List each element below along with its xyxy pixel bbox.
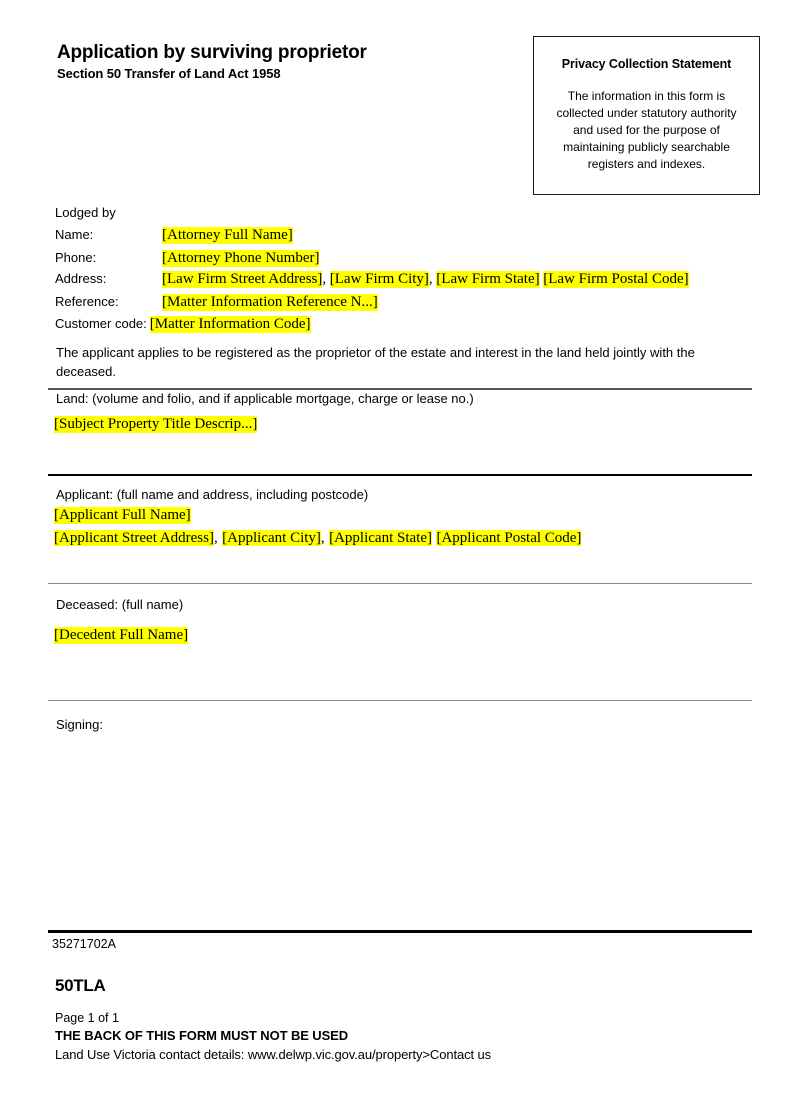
subject-property-title-value[interactable]: [Subject Property Title Descrip...]	[54, 416, 258, 432]
rule-above-footer	[48, 930, 752, 933]
decedent-full-name-value[interactable]: [Decedent Full Name]	[54, 627, 189, 643]
attorney-phone-number-value[interactable]: [Attorney Phone Number]	[162, 250, 320, 266]
document-number: 35271702A	[52, 937, 116, 951]
applicant-postal-code-value[interactable]: [Applicant Postal Code]	[436, 530, 582, 546]
phone-label: Phone:	[55, 250, 97, 265]
deceased-heading: Deceased: (full name)	[56, 597, 184, 612]
form-code: 50TLA	[55, 976, 106, 995]
address-label: Address:	[55, 271, 107, 286]
rule-above-deceased	[48, 583, 752, 584]
contact-details: Land Use Victoria contact details: www.delwp.vic.gov.au/property>Contact us	[55, 1047, 492, 1062]
rule-above-land	[48, 388, 752, 390]
law-firm-state-value[interactable]: [Law Firm State]	[436, 271, 540, 287]
law-firm-city-value[interactable]: [Law Firm City]	[329, 271, 429, 287]
field-row-name	[55, 227, 293, 244]
applicant-heading: Applicant: (full name and address, including postcode)	[56, 487, 369, 502]
rule-above-applicant	[48, 474, 752, 476]
applicant-street-address-value[interactable]: [Applicant Street Address]	[54, 530, 214, 546]
page-title: Application by surviving proprietor	[57, 42, 367, 63]
reference-label: Reference:	[55, 294, 119, 309]
applicant-address-row	[54, 529, 581, 547]
privacy-statement-heading: Privacy Collection Statement	[561, 57, 732, 71]
field-row-address	[55, 271, 689, 288]
page-subtitle: Section 50 Transfer of Land Act 1958	[57, 66, 281, 81]
page-indicator: Page 1 of 1	[55, 1011, 119, 1025]
signing-heading: Signing:	[56, 717, 103, 732]
address-separator-1: ,	[322, 271, 327, 287]
land-heading: Land: (volume and folio, and if applicable mortgage, charge or lease no.)	[56, 391, 474, 406]
law-firm-postal-code-value[interactable]: [Law Firm Postal Code]	[543, 271, 689, 287]
field-row-customer-code	[55, 316, 311, 333]
applicant-separator-2: ,	[320, 530, 325, 546]
matter-information-code-value[interactable]: [Matter Information Code]	[149, 316, 311, 332]
back-of-form-warning: THE BACK OF THIS FORM MUST NOT BE USED	[55, 1028, 349, 1043]
customer-code-label: Customer code:	[55, 316, 147, 331]
law-firm-street-address-value[interactable]: [Law Firm Street Address]	[162, 271, 323, 287]
privacy-collection-statement-box	[533, 36, 760, 195]
rule-above-signing	[48, 700, 752, 701]
matter-reference-value[interactable]: [Matter Information Reference N...]	[162, 294, 378, 310]
lodged-by-heading: Lodged by	[55, 205, 116, 220]
applicant-full-name-value[interactable]: [Applicant Full Name]	[54, 507, 191, 523]
applicant-city-value[interactable]: [Applicant City]	[222, 530, 321, 546]
name-label: Name:	[55, 227, 94, 242]
address-separator-2: ,	[428, 271, 433, 287]
field-row-reference	[55, 294, 378, 311]
applicant-state-value[interactable]: [Applicant State]	[329, 530, 432, 546]
field-row-phone	[55, 250, 319, 267]
attorney-full-name-value[interactable]: [Attorney Full Name]	[162, 227, 293, 243]
applicant-separator-1: ,	[213, 530, 218, 546]
privacy-statement-body: The information in this form is collected under statutory authority and used for the purpose of maintaining publicly searchable registers and indexes.	[556, 89, 737, 171]
applicant-statement: The applicant applies to be registered as the proprietor of the estate and interest in the land held jointly with the deceased.	[56, 345, 695, 379]
